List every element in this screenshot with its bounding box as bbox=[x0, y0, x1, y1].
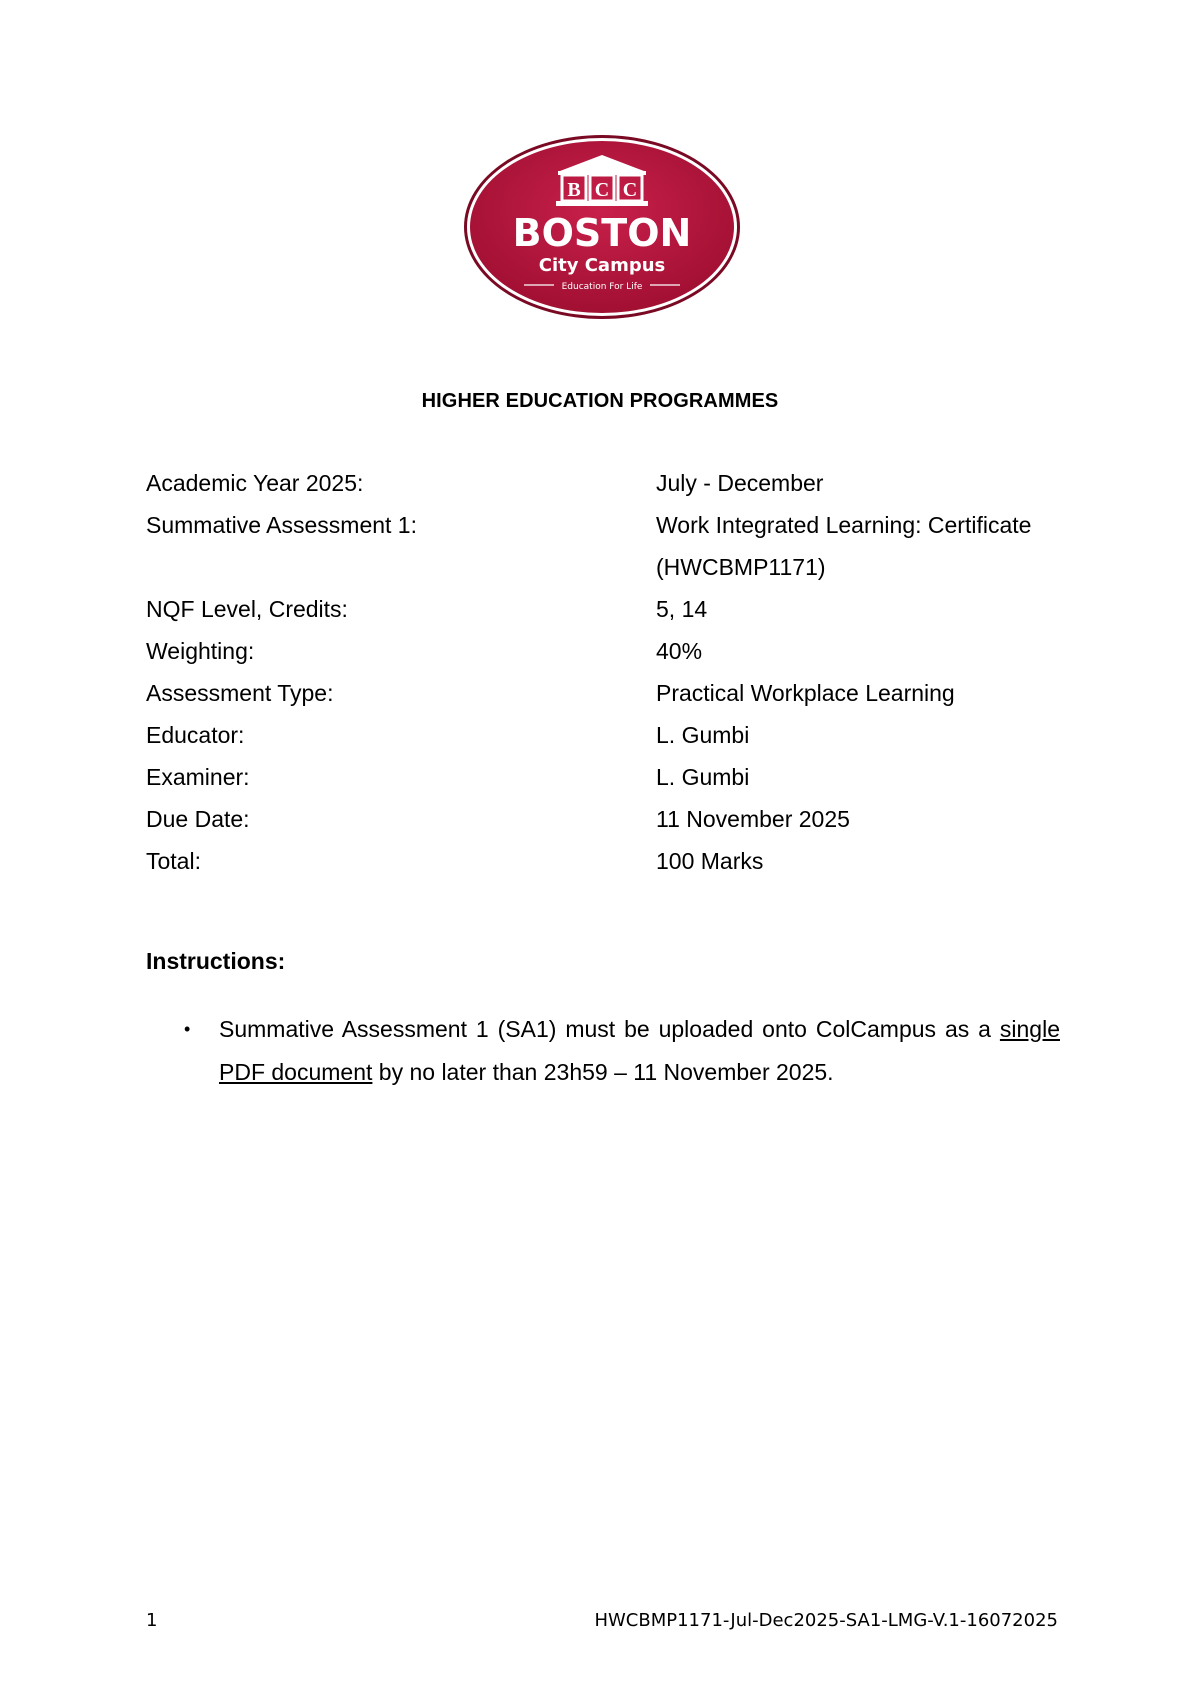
logo-monogram-letter: C bbox=[594, 179, 610, 201]
detail-row bbox=[146, 630, 1066, 672]
detail-row bbox=[146, 504, 1066, 546]
detail-value: (HWCBMP1171) bbox=[656, 554, 826, 580]
detail-value: 100 Marks bbox=[656, 848, 764, 874]
detail-label: Educator: bbox=[146, 722, 245, 748]
detail-row bbox=[146, 756, 1066, 798]
detail-value: 5, 14 bbox=[656, 596, 708, 622]
page-number: 1 bbox=[146, 1610, 158, 1631]
logo-tagline: Education For Life bbox=[561, 282, 643, 292]
detail-label bbox=[146, 546, 656, 588]
instruction-text bbox=[219, 1008, 1060, 1094]
bullet-icon: • bbox=[184, 1019, 191, 1039]
instructions-list bbox=[146, 1008, 1060, 1094]
boston-city-campus-logo bbox=[462, 133, 742, 321]
detail-value: 11 November 2025 bbox=[656, 806, 850, 832]
detail-label: Weighting: bbox=[146, 638, 255, 664]
detail-value: L. Gumbi bbox=[656, 764, 750, 790]
instruction-emphasis: single PDF document bbox=[219, 1016, 1060, 1085]
page-heading: HIGHER EDUCATION PROGRAMMES bbox=[421, 390, 779, 412]
document-code: HWCBMP1171-Jul-Dec2025-SA1-LMG-V.1-16072025 bbox=[594, 1610, 1058, 1631]
detail-label: Academic Year 2025: bbox=[146, 470, 364, 496]
logo-monogram-letter: B bbox=[567, 179, 581, 201]
detail-value: 40% bbox=[656, 638, 703, 664]
detail-row bbox=[146, 462, 1066, 504]
detail-label: Assessment Type: bbox=[146, 680, 334, 706]
logo-name: BOSTON bbox=[512, 211, 692, 255]
detail-label: Examiner: bbox=[146, 764, 250, 790]
detail-value: July - December bbox=[656, 470, 824, 496]
logo-subname: City Campus bbox=[538, 255, 666, 276]
detail-value: Practical Workplace Learning bbox=[656, 680, 955, 706]
detail-row bbox=[146, 840, 1066, 882]
instructions-title: Instructions: bbox=[146, 948, 286, 974]
detail-row bbox=[146, 798, 1066, 840]
detail-row bbox=[146, 546, 1066, 588]
detail-value: L. Gumbi bbox=[656, 722, 750, 748]
detail-row bbox=[146, 588, 1066, 630]
list-item bbox=[146, 1008, 1060, 1094]
detail-label: Due Date: bbox=[146, 806, 250, 832]
instruction-text-part: Summative Assessment 1 (SA1) must be uploaded onto ColCampus as a bbox=[219, 1016, 1000, 1042]
detail-label: Summative Assessment 1: bbox=[146, 512, 417, 538]
detail-label: Total: bbox=[146, 848, 201, 874]
detail-value: Work Integrated Learning: Certificate bbox=[656, 512, 1032, 538]
detail-row bbox=[146, 672, 1066, 714]
assessment-details-table bbox=[146, 462, 1066, 882]
logo-monogram-letter: C bbox=[622, 179, 638, 201]
instruction-text-part: by no later than 23h59 – 11 November 2025. bbox=[372, 1059, 834, 1085]
detail-label: NQF Level, Credits: bbox=[146, 596, 348, 622]
detail-row bbox=[146, 714, 1066, 756]
